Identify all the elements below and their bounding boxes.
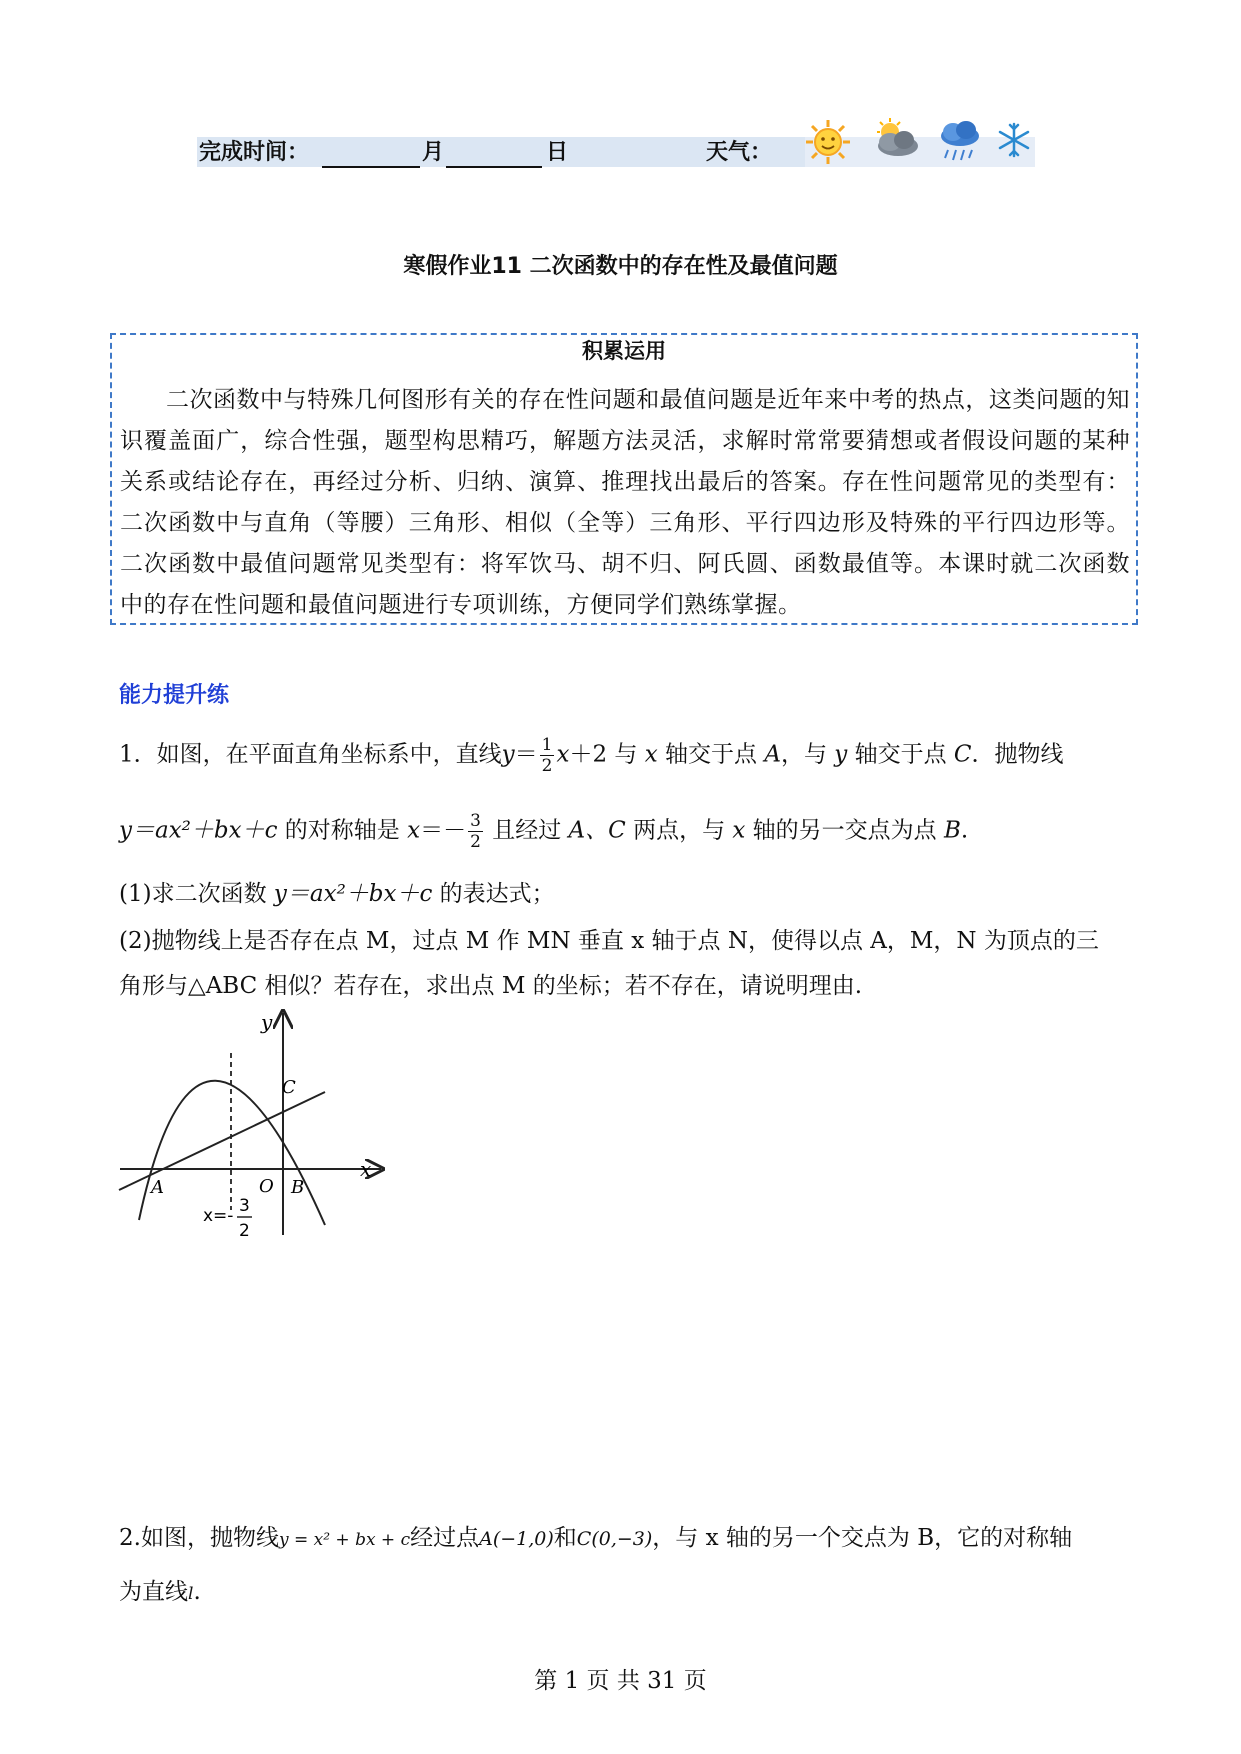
month-blank[interactable]: [322, 140, 420, 168]
label-x: x: [360, 1157, 372, 1181]
q1-line2: y＝ax²＋bx＋c 的对称轴是 x＝－ $\frac{3}{2}$ 且经过 A、C 两点，与 x 轴的另一交点为点 B.: [119, 811, 969, 852]
intro-heading: 积累运用: [582, 339, 666, 363]
day-label: 日: [546, 140, 569, 165]
label-o: O: [259, 1176, 274, 1197]
q1-frac-three-halves: $\frac{3}{2}$: [470, 811, 481, 852]
cloudy-sun-icon[interactable]: [870, 118, 922, 162]
q2-line2: 为直线l.: [119, 1579, 201, 1605]
label-axis-eq: x=-: [203, 1206, 234, 1226]
label-axis-num: 3: [239, 1196, 250, 1216]
page-footer: 第 1 页 共 31 页: [534, 1668, 707, 1694]
page-title: 寒假作业11 二次函数中的存在性及最值问题: [403, 254, 838, 279]
snowflake-icon[interactable]: [996, 122, 1032, 158]
q1-part2-line2: 角形与△ABC 相似？若存在，求出点 M 的坐标；若不存在，请说明理由.: [119, 973, 863, 999]
month-label: 月: [422, 140, 445, 165]
label-y: y: [261, 1010, 273, 1034]
q1-frac-half: $\frac{1}{2}$: [541, 735, 553, 776]
parabola: [139, 1081, 325, 1225]
rain-cloud-icon[interactable]: [938, 120, 982, 166]
q1-part2-line1: (2)抛物线上是否存在点 M，过点 M 作 MN 垂直 x 轴于点 N，使得以点 A，M，N 为顶点的三: [119, 928, 1099, 954]
intro-paragraph: 二次函数中与特殊几何图形有关的存在性问题和最值问题是近年来中考的热点，这类问题的知识覆盖面广，综合性强，题型构思精巧，解题方法灵活，求解时常常要猜想或者假设问题的某种关系或结论存在，再经过分析、归纳、演算、推理找出最后的答案。存在性问题常见的类型有：二次函数中与直角（等腰）三角形、相似（全等）三角形、平行四边形及特殊的平行四边形等。二次函数中最值问题常见类型有：将军饮马、胡不归、阿氏圆、函数最值等。本课时就二次函数中的存在性问题和最值问题进行专项训练，方便同学们熟练掌握。: [120, 387, 1130, 618]
day-blank[interactable]: [446, 140, 542, 168]
label-axis-den: 2: [239, 1221, 250, 1241]
q1-part1: (1)求二次函数 y＝ax²＋bx＋c 的表达式；: [119, 881, 555, 907]
label-a: A: [151, 1177, 164, 1198]
q1-figure: [115, 1005, 395, 1255]
weather-label: 天气：: [706, 140, 773, 165]
sun-icon[interactable]: [804, 118, 852, 166]
completion-time-label: 完成时间：: [199, 140, 310, 165]
label-c: C: [282, 1077, 296, 1098]
line-ac: [119, 1092, 325, 1190]
label-b: B: [291, 1177, 305, 1198]
q2-line1: 2.如图，抛物线y = x² + bx + c经过点A(−1,0)和C(0,−3)，与 x 轴的另一个交点为 B，它的对称轴: [119, 1525, 1073, 1551]
q1-line1: 1．如图，在平面直角坐标系中，直线y＝ $\frac{1}{2}$ x＋2 与 x 轴交于点 A，与 y 轴交于点 C．抛物线: [119, 735, 1064, 776]
section-heading: 能力提升练: [119, 683, 230, 708]
